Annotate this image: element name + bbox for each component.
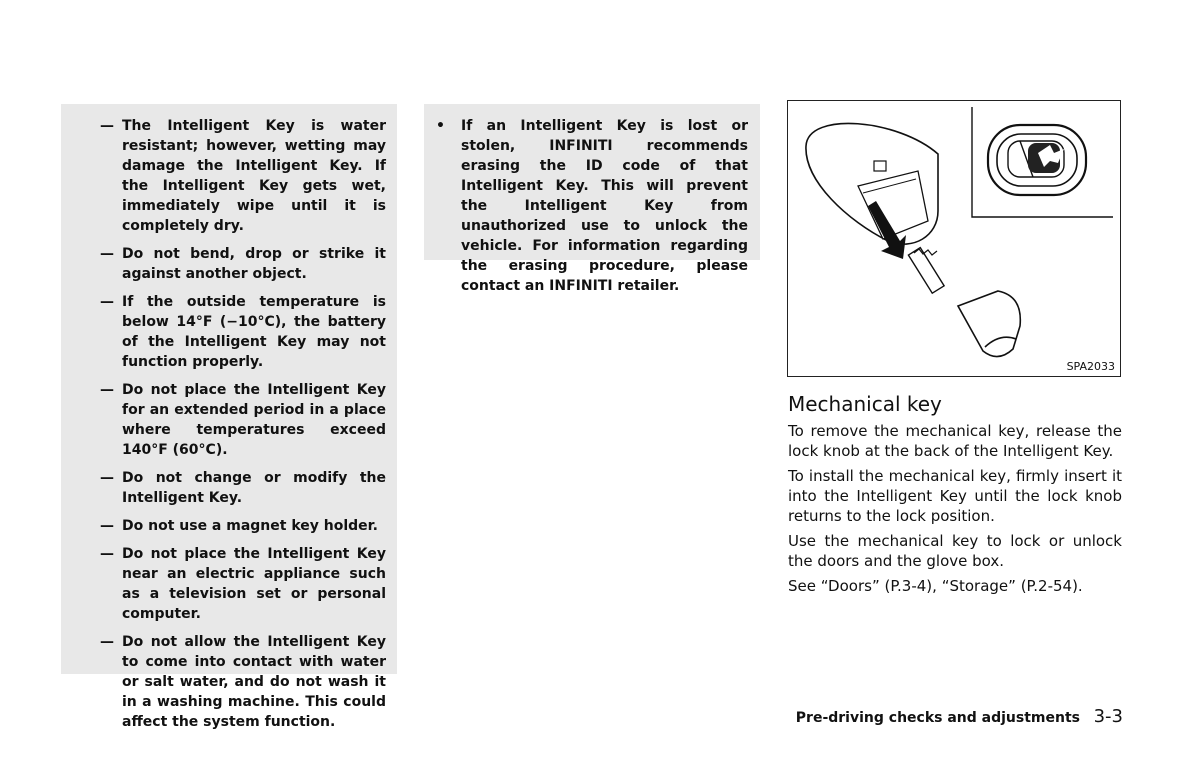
mechanical-key-illustration: [787, 100, 1121, 377]
caution-item: — If the outside temperature is below 14°F (−10°C), the battery of the Intelligent Key may not function properly.: [100, 294, 386, 370]
footer-section-title: Pre-driving checks and adjustments: [795, 710, 1080, 726]
body-paragraph: To install the mechanical key, firmly insert it into the Intelligent Key until the lock knob returns to the lock position.: [788, 467, 1122, 525]
body-paragraph: To remove the mechanical key, release the lock knob at the back of the Intelligent Key.: [788, 422, 1122, 460]
caution-text: Do not bend, drop or strike it against another object.: [122, 246, 386, 282]
caution-text: Do not allow the Intelligent Key to come into contact with water or salt water, and do not wash it in a washing machine. This could affect the system function.: [122, 634, 386, 730]
caution-text: Do not place the Intelligent Key near an electric appliance such as a television set or personal computer.: [122, 546, 386, 622]
figure-code: SPA2033: [1066, 360, 1115, 373]
body-paragraph: See “Doors” (P.3-4), “Storage” (P.2-54).: [788, 577, 1083, 595]
caution-item: — Do not allow the Intelligent Key to come into contact with water or salt water, and do not wash it in a washing machine. This could affect the system function.: [100, 634, 386, 730]
caution-item: — Do not bend, drop or strike it against another object.: [100, 246, 386, 282]
lost-key-note: [436, 116, 748, 296]
caution-text: Do not use a magnet key holder.: [122, 518, 378, 534]
section-heading: Mechanical key: [788, 392, 942, 416]
caution-item: — Do not place the Intelligent Key for an extended period in a place where temperatures exceed 140°F (60°C).: [100, 382, 386, 458]
body-paragraph: Use the mechanical key to lock or unlock the doors and the glove box.: [788, 532, 1122, 570]
caution-item: — Do not place the Intelligent Key near an electric appliance such as a television set or personal computer.: [100, 546, 386, 622]
page-number: 3-3: [1093, 706, 1123, 727]
caution-text: Do not place the Intelligent Key for an extended period in a place where temperatures exceed 140°F (60°C).: [122, 382, 386, 458]
caution-item: — Do not change or modify the Intelligent Key.: [100, 470, 386, 506]
caution-item: — The Intelligent Key is water resistant; however, wetting may damage the Intelligent Key. If the Intelligent Key gets wet, immediately wipe until it is completely dry.: [100, 118, 386, 234]
caution-text: If the outside temperature is below 14°F (−10°C), the battery of the Intelligent Key may not function properly.: [122, 294, 386, 370]
key-fob-drawing: [788, 101, 1121, 377]
caution-text: Do not change or modify the Intelligent Key.: [122, 470, 386, 506]
bullet-icon: •: [436, 118, 445, 134]
caution-text: The Intelligent Key is water resistant; however, wetting may damage the Intelligent Key. If the Intelligent Key gets wet, immediately wipe until it is completely dry.: [122, 118, 386, 234]
caution-list: [100, 116, 386, 740]
lost-key-text: If an Intelligent Key is lost or stolen, INFINITI recommends erasing the ID code of that Intelligent Key. This will prevent the Intelligent Key from unauthorized use to unlock the vehicle. For information regarding the erasing procedure, please contact an INFINITI retailer.: [461, 118, 748, 294]
caution-item: — Do not use a magnet key holder.: [100, 518, 378, 534]
